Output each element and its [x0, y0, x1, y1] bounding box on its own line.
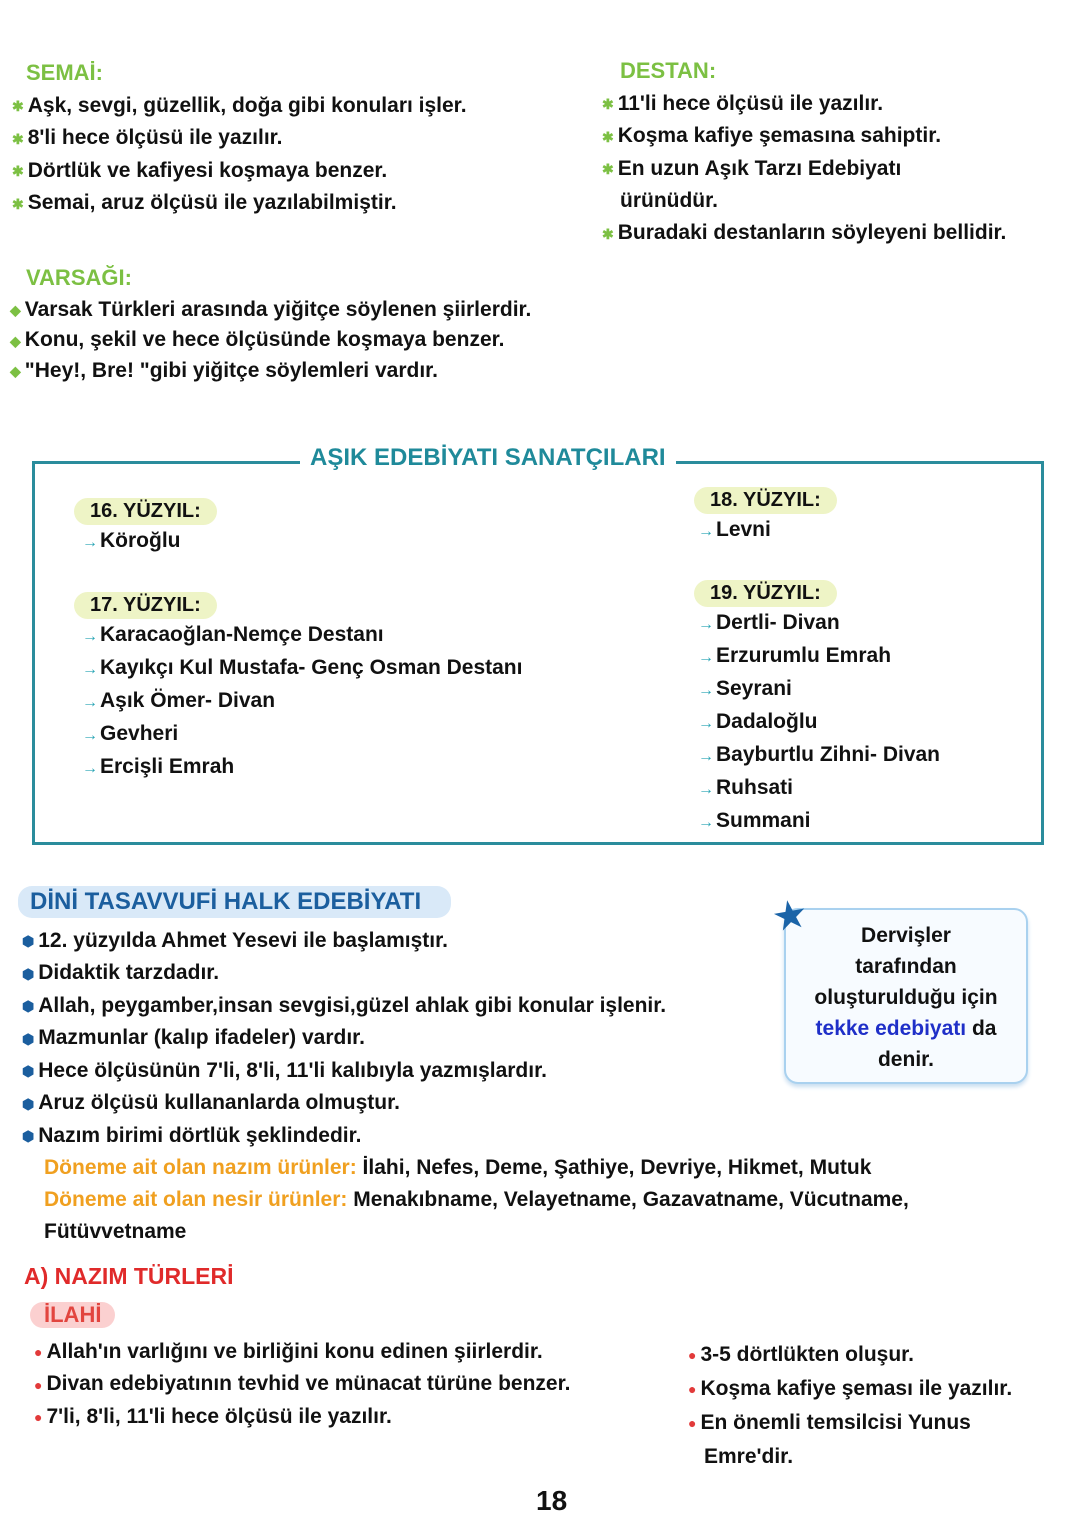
item-text: Gevheri: [100, 722, 179, 745]
nazim-label: Döneme ait olan nazım ürünler:: [44, 1156, 357, 1180]
dini-list: [22, 925, 909, 1248]
list-item: [12, 122, 467, 154]
list-item: [22, 1087, 909, 1119]
list-item: [694, 805, 940, 838]
list-item: [688, 1372, 1012, 1406]
bullet-icon: ⬢: [22, 1063, 35, 1080]
bullet-icon: ●: [34, 1409, 43, 1426]
list-item: [12, 155, 467, 187]
bullet-icon: ●: [688, 1380, 697, 1397]
item-text: Köroğlu: [100, 529, 181, 552]
list-item: [688, 1406, 1012, 1440]
list-item: [74, 525, 217, 559]
list-item: [12, 90, 467, 122]
arrow-icon: →: [698, 781, 714, 798]
arrow-icon: →: [82, 534, 98, 551]
century-badge: 19. YÜZYIL:: [694, 580, 837, 607]
list-item: [74, 718, 522, 751]
list-item: [74, 619, 522, 652]
arrow-icon: →: [82, 694, 98, 711]
bullet-icon: ⬢: [22, 965, 35, 982]
item-text: Divan edebiyatının tevhid ve münacat türüne benzer.: [46, 1372, 571, 1396]
list-item: [694, 640, 940, 673]
list-item: [74, 652, 522, 685]
item-text: Levni: [716, 518, 771, 541]
item-text: Emre'dir.: [704, 1444, 794, 1468]
list-item: [602, 120, 1006, 152]
bullet-icon: ●: [688, 1414, 697, 1431]
ilahi-label: İLAHİ: [30, 1302, 115, 1328]
list-item: [22, 1120, 909, 1152]
note-line: denir.: [877, 1048, 935, 1071]
item-text: Dörtlük ve kafiyesi koşmaya benzer.: [27, 158, 388, 182]
item-text: 11'li hece ölçüsü ile yazılır.: [617, 92, 884, 115]
bullet-icon: ✱: [602, 225, 614, 242]
arrow-icon: →: [698, 649, 714, 666]
item-text: Aşk, sevgi, güzellik, doğa gibi konuları işler.: [27, 94, 467, 117]
bullet-icon: ●: [688, 1346, 697, 1363]
list-item: [688, 1440, 1012, 1473]
nesir-label: Döneme ait olan nesir ürünler:: [44, 1188, 348, 1212]
list-item: [12, 187, 467, 219]
bullet-icon: ◆: [10, 302, 21, 319]
list-item: [22, 1055, 909, 1087]
item-text: Aruz ölçüsü kullananlarda olmuştur.: [38, 1091, 400, 1115]
list-item: [34, 1401, 570, 1433]
item-text: Koşma kafiye şemasına sahiptir.: [617, 124, 942, 148]
note-text: da: [966, 1017, 997, 1040]
star-icon: ★: [768, 891, 812, 941]
arrow-icon: →: [82, 661, 98, 678]
note-line: oluşturulduğu için: [814, 986, 998, 1009]
item-text: 12. yüzyılda Ahmet Yesevi ile başlamıştır.: [38, 929, 448, 952]
note-line: tarafından: [855, 955, 957, 978]
bullet-icon: ✱: [602, 161, 614, 178]
list-item: [10, 325, 531, 355]
bullet-icon: ⬢: [22, 1095, 35, 1112]
arrow-icon: →: [82, 628, 98, 645]
item-text: Bayburtlu Zihni- Divan: [716, 743, 941, 766]
list-item: [74, 751, 522, 784]
nazim-value: İlahi, Nefes, Deme, Şathiye, Devriye, Hikmet, Mutuk: [356, 1156, 872, 1180]
list-item: [22, 1022, 909, 1054]
arrow-icon: →: [698, 715, 714, 732]
bullet-icon: ●: [34, 1344, 43, 1361]
item-text: Karacaoğlan-Nemçe Destanı: [100, 623, 384, 646]
century-16: [74, 498, 217, 559]
item-text: Dertli- Divan: [716, 611, 840, 634]
bullet-icon: ✱: [12, 195, 24, 212]
note-line: [786, 1013, 1026, 1044]
list-item: [22, 957, 909, 989]
bullet-icon: ◆: [10, 332, 21, 349]
item-text: Koşma kafiye şeması ile yazılır.: [700, 1376, 1013, 1400]
century-19: [694, 580, 940, 838]
nazim-turleri-heading: A) NAZIM TÜRLERİ: [24, 1263, 234, 1289]
bullet-icon: ✱: [602, 128, 614, 145]
bullet-icon: ⬢: [22, 933, 35, 950]
item-text: "Hey!, Bre! "gibi yiğitçe söylemleri vardır.: [24, 358, 439, 382]
century-18: [694, 487, 837, 548]
item-text: Mazmunlar (kalıp ifadeler) vardır.: [38, 1026, 366, 1050]
item-text: Varsak Türkleri arasında yiğitçe söylenen şiirlerdir.: [24, 298, 532, 321]
list-item: [602, 153, 1006, 185]
item-text: Kayıkçı Kul Mustafa- Genç Osman Destanı: [100, 656, 523, 679]
list-item: [694, 673, 940, 706]
nesir-urunler-cont: Fütüvvetname: [44, 1220, 187, 1244]
bullet-icon: ⬢: [22, 998, 35, 1015]
nazim-urunler: [22, 1152, 909, 1184]
century-17: [74, 592, 522, 784]
list-item: [34, 1368, 570, 1400]
list-item: [694, 739, 940, 772]
varsagi-heading: VARSAĞI:: [26, 265, 132, 290]
item-text: Aşık Ömer- Divan: [100, 689, 276, 712]
item-text: Buradaki destanların söyleyeni bellidir.: [617, 221, 1007, 245]
sanatcilar-title: AŞIK EDEBİYATI SANATÇILARI: [300, 444, 676, 472]
arrow-icon: →: [82, 760, 98, 777]
list-item: [602, 185, 1006, 217]
list-item: [74, 685, 522, 718]
list-item: [10, 356, 531, 386]
arrow-icon: →: [698, 748, 714, 765]
list-item: [602, 217, 1006, 249]
item-text: Konu, şekil ve hece ölçüsünde koşmaya benzer.: [24, 328, 505, 352]
destan-heading: DESTAN:: [620, 58, 717, 83]
century-badge: 17. YÜZYIL:: [74, 592, 217, 619]
bullet-icon: ●: [34, 1376, 43, 1393]
list-item: [694, 706, 940, 739]
century-badge: 16. YÜZYIL:: [74, 498, 217, 525]
century-badge: 18. YÜZYIL:: [694, 487, 837, 514]
bullet-icon: ✱: [12, 98, 24, 115]
list-item: [688, 1338, 1012, 1372]
item-text: Allah, peygamber,insan sevgisi,güzel ahlak gibi konular işlenir.: [38, 993, 667, 1017]
destan-list: [602, 88, 1006, 250]
varsagi-list: [10, 295, 531, 386]
arrow-icon: →: [698, 523, 714, 540]
item-text: Ruhsati: [716, 776, 794, 799]
list-item: [694, 772, 940, 805]
dini-heading: DİNİ TASAVVUFİ HALK EDEBİYATI: [18, 886, 451, 918]
arrow-icon: →: [698, 616, 714, 633]
item-text: Nazım birimi dörtlük şeklindedir.: [38, 1123, 362, 1147]
bullet-icon: ✱: [12, 163, 24, 180]
list-item: [22, 990, 909, 1022]
semai-heading: SEMAİ:: [26, 60, 103, 85]
page-number: 18: [536, 1485, 568, 1516]
list-item: [694, 607, 940, 640]
bullet-icon: ⬢: [22, 1128, 35, 1145]
list-item: [34, 1336, 570, 1368]
bullet-icon: ◆: [10, 363, 21, 380]
ilahi-right-list: [688, 1338, 1012, 1473]
item-text: 8'li hece ölçüsü ile yazılır.: [27, 126, 283, 150]
bullet-icon: ⬢: [22, 1030, 35, 1047]
tekke-note-card: [784, 908, 1028, 1084]
item-text: ürünüdür.: [620, 189, 718, 213]
list-item: [694, 514, 837, 548]
semai-list: [12, 90, 467, 220]
item-text: Ercişli Emrah: [100, 755, 235, 778]
item-text: Dadaloğlu: [716, 710, 818, 733]
ilahi-left-list: [34, 1336, 570, 1433]
note-line: Dervişler: [861, 924, 951, 947]
list-item: [10, 295, 531, 325]
note-highlight: tekke edebiyatı: [815, 1017, 967, 1040]
item-text: 7'li, 8'li, 11'li hece ölçüsü ile yazılır.: [46, 1404, 392, 1428]
item-text: Didaktik tarzdadır.: [38, 961, 220, 985]
bullet-icon: ✱: [602, 96, 614, 113]
list-item: [602, 88, 1006, 120]
item-text: Hece ölçüsünün 7'li, 8'li, 11'li kalıbıyla yazmışlardır.: [38, 1058, 547, 1082]
item-text: Summani: [716, 809, 811, 832]
arrow-icon: →: [82, 727, 98, 744]
item-text: Allah'ın varlığını ve birliğini konu edinen şiirlerdir.: [46, 1340, 543, 1363]
nesir-value: Menakıbname, Velayetname, Gazavatname, Vücutname,: [347, 1188, 909, 1212]
nesir-urunler: [22, 1184, 909, 1216]
bullet-icon: ✱: [12, 130, 24, 147]
item-text: 3-5 dörtlükten oluşur.: [700, 1343, 914, 1366]
item-text: Seyrani: [716, 677, 792, 700]
item-text: Semai, aruz ölçüsü ile yazılabilmiştir.: [27, 191, 397, 215]
arrow-icon: →: [698, 682, 714, 699]
arrow-icon: →: [698, 814, 714, 831]
item-text: Erzurumlu Emrah: [716, 644, 892, 667]
item-text: En uzun Aşık Tarzı Edebiyatı: [617, 156, 902, 180]
item-text: En önemli temsilcisi Yunus: [700, 1410, 971, 1434]
